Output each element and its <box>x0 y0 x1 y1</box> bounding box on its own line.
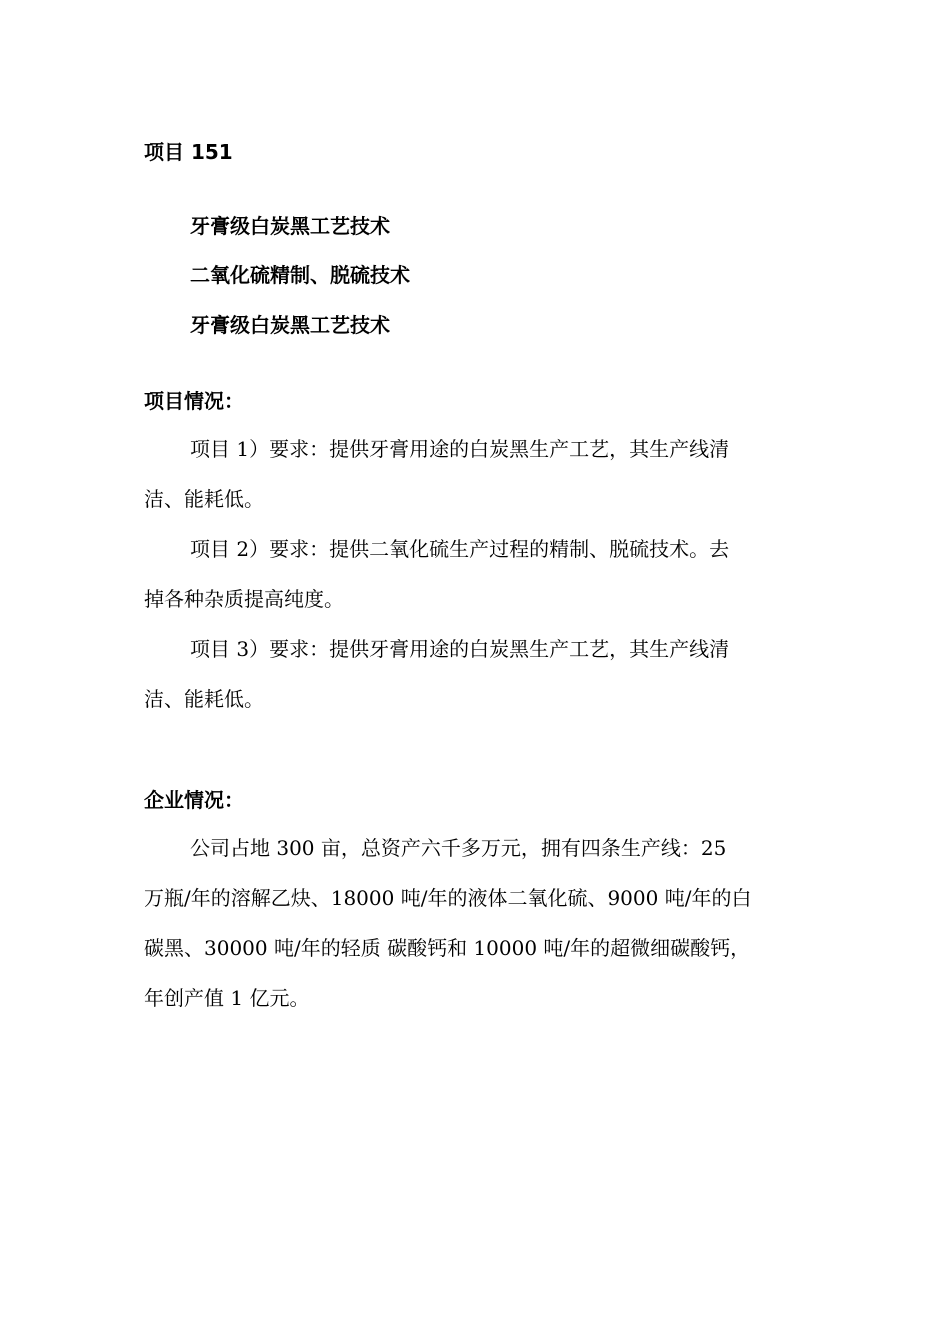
topic-item-3: 牙膏级白炭黑工艺技术 <box>190 313 390 337</box>
company-description-line-3: 碳黑、30000 吨/年的轻质 碳酸钙和 10000 吨/年的超微细碳酸钙， <box>144 936 751 960</box>
company-section-heading: 企业情况： <box>144 788 244 812</box>
project-requirement-1-line-2: 洁、能耗低。 <box>144 487 264 511</box>
company-description-line-2: 万瓶/年的溶解乙炔、18000 吨/年的液体二氧化硫、9000 吨/年的白 <box>144 886 752 910</box>
topic-item-1: 牙膏级白炭黑工艺技术 <box>190 214 390 238</box>
project-title: 项目 151 <box>144 140 233 164</box>
project-requirement-3-line-1: 项目 3）要求：提供牙膏用途的白炭黑生产工艺，其生产线清 <box>190 637 730 661</box>
company-description <box>144 823 806 1023</box>
project-requirement-1 <box>144 424 806 524</box>
company-description-line-1: 公司占地 300 亩，总资产六千多万元，拥有四条生产线：25 <box>190 836 727 860</box>
company-description-line-4: 年创产值 1 亿元。 <box>144 986 310 1010</box>
project-requirement-3 <box>144 624 806 724</box>
project-requirement-2-line-2: 掉各种杂质提高纯度。 <box>144 587 344 611</box>
topic-item-2: 二氧化硫精制、脱硫技术 <box>190 263 410 287</box>
project-requirement-2 <box>144 524 806 624</box>
project-section-heading: 项目情况： <box>144 389 244 413</box>
project-requirement-3-line-2: 洁、能耗低。 <box>144 687 264 711</box>
project-requirement-2-line-1: 项目 2）要求：提供二氧化硫生产过程的精制、脱硫技术。去 <box>190 537 730 561</box>
project-requirement-1-line-1: 项目 1）要求：提供牙膏用途的白炭黑生产工艺，其生产线清 <box>190 437 730 461</box>
